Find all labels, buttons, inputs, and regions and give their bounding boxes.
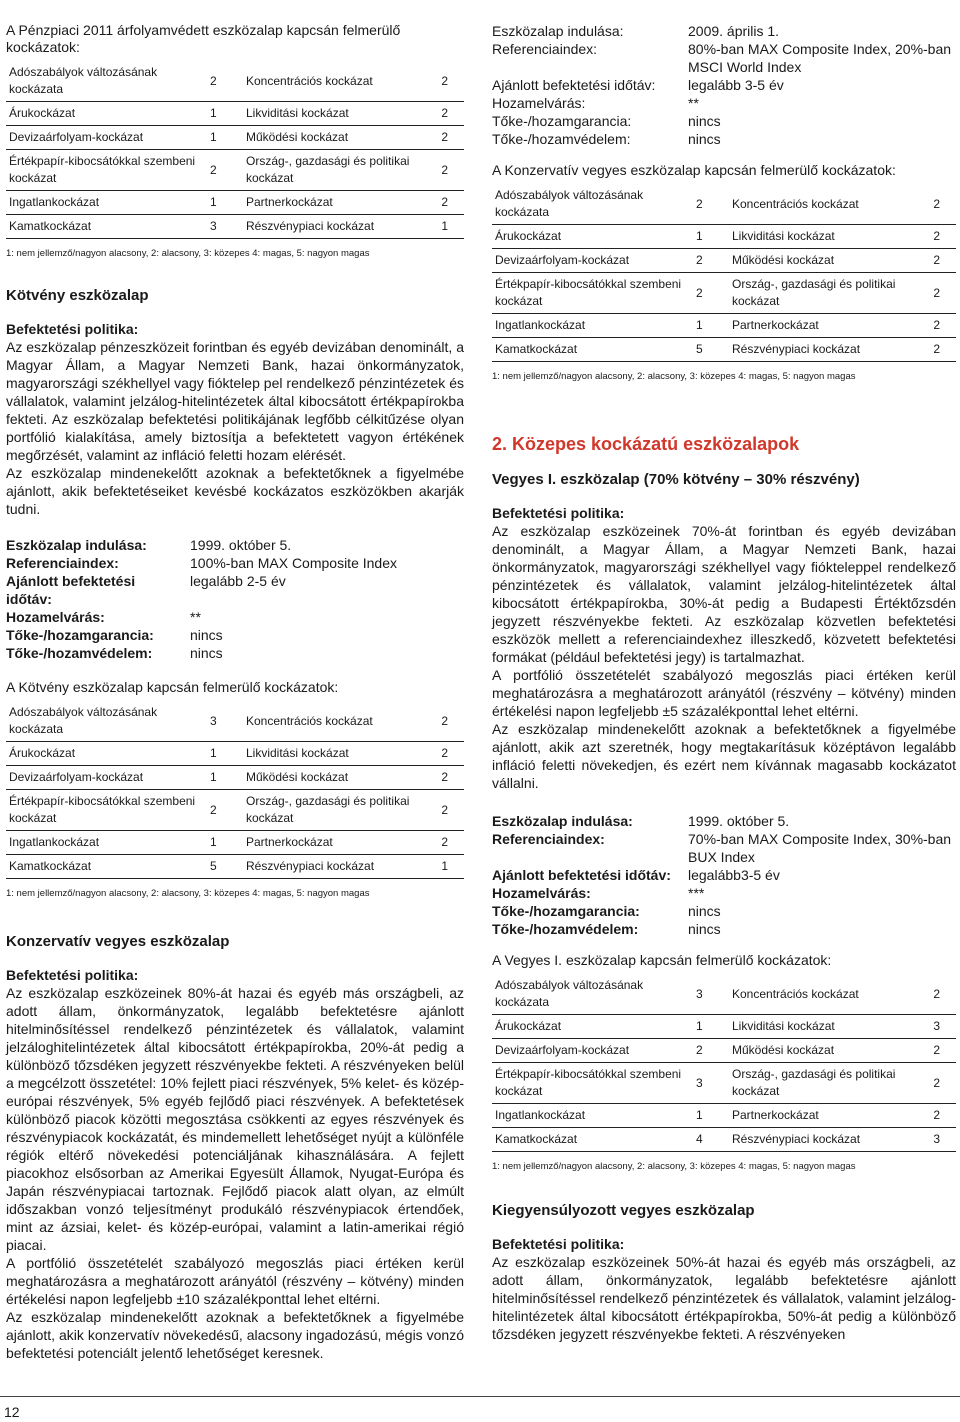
- info-row: [492, 76, 956, 94]
- risk-name: Partnerkockázat: [243, 831, 423, 855]
- left-column: [6, 22, 464, 1362]
- risk-name: Devizaárfolyam-kockázat: [492, 1039, 688, 1063]
- risk-value: 2: [423, 126, 464, 150]
- risk-value: 2: [423, 61, 464, 102]
- info-label: Tőke-/hozamgarancia:: [492, 113, 632, 129]
- info-label: Ajánlott befektetési időtáv:: [492, 867, 671, 883]
- info-value: nincs: [688, 131, 721, 147]
- risk-name: Értékpapír-kibocsátókkal szembeni kockázat: [492, 1063, 688, 1104]
- risk-name: Ingatlankockázat: [6, 831, 202, 855]
- info-row: [6, 608, 397, 626]
- bond-risk-intro: A Kötvény eszközalap kapcsán felmerülő kockázatok:: [6, 679, 339, 695]
- info-label: Eszközalap indulása:: [6, 537, 147, 553]
- info-value: 2009. április 1.: [688, 23, 780, 39]
- info-row: [6, 626, 397, 644]
- risk-table-row: [492, 1128, 956, 1152]
- risk-value: 2: [423, 831, 464, 855]
- risk-value: 3: [688, 974, 729, 1015]
- risk-name: Részvénypiaci kockázat: [243, 215, 423, 239]
- risk-table-row: [492, 184, 956, 225]
- page-number: 12: [4, 1404, 20, 1420]
- mixed-policy-text-2: A portfólió összetételét szabályozó megoszlás piaci értéken kerül meghatározásra a meghatározott arányától (részvény – kötvény) minden értékelési napon legfeljebb ±5 százalékponttal lehet eltérni.: [492, 667, 956, 719]
- risk-table-row: [492, 273, 956, 314]
- risk-table-row: [6, 766, 464, 790]
- pp2011-risk-intro: A Pénzpiaci 2011 árfolyamvédett eszközalap kapcsán felmerülő kockázatok:: [6, 22, 401, 55]
- risk-value: 2: [915, 225, 956, 249]
- risk-value: 2: [423, 701, 464, 742]
- risk-table-row: [492, 249, 956, 273]
- risk-value: 2: [915, 974, 956, 1015]
- info-value: 80%-ban MAX Composite Index, 20%-ban MSCI World Index: [688, 41, 952, 75]
- info-label: Tőke-/hozamvédelem:: [6, 645, 153, 661]
- risk-name: Részvénypiaci kockázat: [729, 338, 915, 362]
- risk-name: Likviditási kockázat: [729, 1015, 915, 1039]
- risk-name: Partnerkockázat: [729, 1104, 915, 1128]
- info-label: Eszközalap indulása:: [492, 23, 624, 39]
- balanced-policy-text-1: Az eszközalap eszközeinek 50%-át hazai és egyéb más országbeli, az adott állam, önkormányzatok, legalább befektetésre ajánlott hitelminősítéssel rendelkező pénzintézetek és vállalatok, valamint jelzálog-hitelintézetek által kibocsátott értékpapírokba, 50%-át pedig a különböző tőzsdéken jegyzett részvényekbe fekteti. A részvényeken: [492, 1254, 956, 1342]
- risk-name: Részvénypiaci kockázat: [243, 855, 423, 879]
- info-value: legalább3-5 év: [688, 867, 780, 883]
- risk-value: 2: [202, 61, 243, 102]
- risk-table-row: [492, 1015, 956, 1039]
- risk-name: Részvénypiaci kockázat: [729, 1128, 915, 1152]
- mixed-policy-text-3: Az eszközalap mindenekelőtt azoknak a befektetőknek a figyelmébe ajánlott, akik azt szeretnék, hogy megtakarításuk középtávon legalább infláció feletti növekedjen, és ezért nem kívánnak magasabb kockázatot vállalni.: [492, 721, 956, 791]
- bond-info-table: [6, 536, 397, 662]
- info-row: [492, 884, 956, 902]
- risk-table-row: [6, 855, 464, 879]
- info-row: [492, 40, 956, 76]
- risk-name: Kamatkockázat: [492, 338, 688, 362]
- info-label: Referenciaindex:: [6, 555, 119, 571]
- risk-name: Kamatkockázat: [6, 215, 202, 239]
- info-value: nincs: [190, 645, 223, 661]
- risk-value: 2: [202, 790, 243, 831]
- risk-table-row: [6, 102, 464, 126]
- risk-name: Devizaárfolyam-kockázat: [6, 766, 202, 790]
- risk-legend: 1: nem jellemző/nagyon alacsony, 2: alacsony, 3: közepes 4: magas, 5: nagyon magas: [6, 888, 370, 899]
- risk-name: Ingatlankockázat: [492, 314, 688, 338]
- risk-value: 2: [688, 1039, 729, 1063]
- bond-policy-text-2: Az eszközalap mindenekelőtt azoknak a befektetőknek a figyelmébe ajánlott, akik befektetéseiket kevésbé kockázatos eszközökben akarják tudni.: [6, 465, 464, 517]
- info-label: Referenciaindex:: [492, 41, 598, 57]
- risk-value: 2: [688, 273, 729, 314]
- risk-name: Értékpapír-kibocsátókkal szembeni kockázat: [6, 150, 202, 191]
- risk-value: 1: [688, 314, 729, 338]
- conservative-policy-text-3: Az eszközalap mindenekelőtt azoknak a befektetőknek a figyelmébe ajánlott, akik konzervatív növekedésű, alacsony ingadozású, mégis vonzó befektetési potenciált jelentő lehetőséget keresnek.: [6, 1309, 464, 1361]
- info-label: Referenciaindex:: [492, 831, 605, 847]
- risk-name: Likviditási kockázat: [729, 225, 915, 249]
- bond-policy-text-1: Az eszközalap pénzeszközeit forintban és egyéb devizában denominált, a Magyar Állam, a Magyar Nemzeti Bank, hazai önkormányzatok, magyarországi székhellyel vagy fióktelep pel rendelkező pénzintézetek és vállalatok, valamint jelzálog-hitelintézetek által kibocsátott értékpapírokba fekteti. Az eszközalap befektetési politikájának legfőbb célkitűzése olyan portfólió kialakítása, amely biztosítja a befektetett vagyon értékének megőrzését, valamint az infláció feletti hozam elérését.: [6, 339, 464, 463]
- risk-name: Ország-, gazdasági és politikai kockázat: [729, 273, 915, 314]
- info-label: Ajánlott befektetési időtáv:: [492, 77, 656, 93]
- risk-value: 3: [915, 1128, 956, 1152]
- risk-value: 2: [202, 150, 243, 191]
- risk-value: 2: [423, 766, 464, 790]
- section-medium-risk-title: 2. Közepes kockázatú eszközalapok: [492, 434, 800, 454]
- risk-table-row: [492, 338, 956, 362]
- risk-name: Likviditási kockázat: [243, 102, 423, 126]
- risk-table-row: [6, 191, 464, 215]
- info-row: [492, 920, 956, 938]
- risk-value: 2: [915, 338, 956, 362]
- info-row: [6, 554, 397, 572]
- info-label: Eszközalap indulása:: [492, 813, 633, 829]
- risk-name: Értékpapír-kibocsátókkal szembeni kockázat: [492, 273, 688, 314]
- risk-value: 2: [915, 1039, 956, 1063]
- risk-name: Működési kockázat: [243, 766, 423, 790]
- risk-name: Árukockázat: [6, 102, 202, 126]
- info-row: [492, 22, 956, 40]
- risk-name: Árukockázat: [492, 1015, 688, 1039]
- risk-name: Adószabályok változásának kockázata: [492, 184, 688, 225]
- risk-value: 4: [688, 1128, 729, 1152]
- risk-name: Árukockázat: [6, 742, 202, 766]
- info-label: Hozamelvárás:: [492, 885, 591, 901]
- risk-table-row: [6, 701, 464, 742]
- risk-name: Ország-, gazdasági és politikai kockázat: [243, 150, 423, 191]
- risk-name: Adószabályok változásának kockázata: [492, 974, 688, 1015]
- mixed-info-table: [492, 812, 956, 938]
- risk-table-row: [6, 742, 464, 766]
- risk-name: Koncentrációs kockázat: [729, 974, 915, 1015]
- bond-policy-title: Befektetési politika:: [6, 321, 139, 337]
- risk-name: Partnerkockázat: [243, 191, 423, 215]
- risk-name: Koncentrációs kockázat: [729, 184, 915, 225]
- risk-value: 1: [202, 742, 243, 766]
- risk-value: 2: [688, 184, 729, 225]
- risk-value: 2: [915, 249, 956, 273]
- conservative-policy-text-2: A portfólió összetételét szabályozó megoszlás piaci értéken kerül meghatározásra a meghatározott arányától (részvény – kötvény) minden értékelési napon legfeljebb ±10 százalékponttal lehet eltérni.: [6, 1255, 464, 1307]
- info-value: 1999. október 5.: [688, 813, 790, 829]
- risk-value: 2: [688, 249, 729, 273]
- risk-value: 2: [423, 191, 464, 215]
- right-column: [492, 22, 956, 1343]
- mixed-policy-title: Befektetési politika:: [492, 505, 625, 521]
- risk-table-row: [492, 974, 956, 1015]
- risk-table-row: [6, 215, 464, 239]
- risk-value: 1: [202, 766, 243, 790]
- info-value: 1999. október 5.: [190, 537, 292, 553]
- info-value: **: [688, 95, 699, 111]
- risk-value: 3: [202, 215, 243, 239]
- info-value: nincs: [190, 627, 223, 643]
- risk-value: 5: [688, 338, 729, 362]
- risk-value: 1: [688, 1015, 729, 1039]
- mixed-risk-table: [492, 974, 956, 1152]
- info-label: Tőke-/hozamgarancia:: [492, 903, 640, 919]
- risk-value: 2: [423, 150, 464, 191]
- conservative-policy-text-1: Az eszközalap eszközeinek 80%-át hazai és egyéb más országbeli, az adott állam, önkormányzatok, legalább befektetésre ajánlott hitelminősítéssel rendelkező pénzintézetek és vállalatok, valamint jelzáloghitelintézetek által kibocsátott értékpapírokba, 20%-át pedig a különböző tőzsdéken jegyzett részvényekbe fekteti. A részvényeken belül a megcélzott összetétel: 10% fejlett piaci részvények, 5% kelet- és közép-európai részvények, 5% egyéb fejlődő piaci részvények. A befektetések különböző piacok közötti megosztása csökkenti az egyes részvények és részvénypiacok kockázatát, és mindemellett lehetőséget nyújt a különféle régiók eltérő növekedési potenciáljának kihasználására. A fejlett piacokhoz elsősorban az Amerikai Egyesült Államok, Nyugat-Európa és Japán részvénypiacai tartoznak. Fejlődő piacok alatt olyan, az elmúlt időszakban vonzó teljesítményt produkáló részvénypiacok értendőek, mint az ázsiai, kelet- és közép-európai, valamint a latin-amerikai régió piacai.: [6, 985, 464, 1253]
- info-row: [492, 866, 956, 884]
- info-row: [492, 94, 956, 112]
- risk-name: Ingatlankockázat: [492, 1104, 688, 1128]
- risk-value: 2: [915, 184, 956, 225]
- risk-value: 1: [202, 831, 243, 855]
- risk-value: 1: [688, 1104, 729, 1128]
- risk-name: Devizaárfolyam-kockázat: [6, 126, 202, 150]
- info-row: [492, 902, 956, 920]
- info-row: [6, 572, 397, 608]
- risk-value: 3: [915, 1015, 956, 1039]
- risk-value: 3: [688, 1063, 729, 1104]
- info-label: Hozamelvárás:: [492, 95, 586, 111]
- balanced-fund-title: Kiegyensúlyozott vegyes eszközalap: [492, 1202, 755, 1219]
- info-value: nincs: [688, 921, 721, 937]
- pp2011-risk-table: [6, 61, 464, 239]
- bond-fund-title: Kötvény eszközalap: [6, 287, 149, 304]
- mixed-policy-text-1: Az eszközalap eszközeinek 70%-át forintban és egyéb devizában denominált, a Magyar Állam, a Magyar Nemzeti Bank, hazai önkormányzatok, magyarországi székhellyel vagy fiókteleppel rendelkező pénzintézetek és vállalatok, valamint jelzálog-hitelintézetek által kibocsátott értékpapírokba, 30%-át pedig a Budapesti Értéktőzsdén jegyzett részvényekbe fekteti. Az eszközalap közvetlen befektetési eszközök mellett a referenciaindexhez illeszkedő, közvetett befektetési formákat (például befektetési jegy) is tartalmazhat.: [492, 523, 956, 665]
- info-row: [492, 112, 956, 130]
- footer-rule: [0, 1396, 960, 1397]
- info-row: [492, 830, 956, 866]
- risk-legend: 1: nem jellemző/nagyon alacsony, 2: alacsony, 3: közepes 4: magas, 5: nagyon magas: [492, 1161, 856, 1172]
- risk-name: Működési kockázat: [729, 1039, 915, 1063]
- conservative-risk-intro: A Konzervatív vegyes eszközalap kapcsán felmerülő kockázatok:: [492, 162, 896, 178]
- info-value: ***: [688, 885, 705, 901]
- risk-table-row: [6, 150, 464, 191]
- info-label: Tőke-/hozamvédelem:: [492, 131, 631, 147]
- risk-legend: 1: nem jellemző/nagyon alacsony, 2: alacsony, 3: közepes 4: magas, 5: nagyon magas: [6, 248, 370, 259]
- info-value: nincs: [688, 903, 721, 919]
- risk-value: 1: [423, 855, 464, 879]
- risk-name: Adószabályok változásának kockázata: [6, 61, 202, 102]
- info-value: legalább 3-5 év: [688, 77, 784, 93]
- risk-value: 2: [915, 1063, 956, 1104]
- risk-name: Adószabályok változásának kockázata: [6, 701, 202, 742]
- risk-value: 1: [688, 225, 729, 249]
- risk-name: Kamatkockázat: [6, 855, 202, 879]
- info-value: legalább 2-5 év: [190, 573, 286, 589]
- risk-table-row: [492, 1104, 956, 1128]
- info-label: Tőke-/hozamgarancia:: [6, 627, 154, 643]
- risk-table-row: [492, 314, 956, 338]
- risk-value: 2: [915, 314, 956, 338]
- bond-risk-table: [6, 701, 464, 879]
- risk-name: Koncentrációs kockázat: [243, 61, 423, 102]
- risk-name: Ország-, gazdasági és politikai kockázat: [729, 1063, 915, 1104]
- conservative-fund-title: Konzervatív vegyes eszközalap: [6, 933, 230, 950]
- info-value: 70%-ban MAX Composite Index, 30%-ban BUX Index: [688, 831, 952, 865]
- risk-table-row: [6, 126, 464, 150]
- conservative-info-table: [492, 22, 956, 148]
- risk-value: 2: [423, 790, 464, 831]
- risk-name: Ingatlankockázat: [6, 191, 202, 215]
- risk-table-row: [6, 831, 464, 855]
- risk-table-row: [492, 1063, 956, 1104]
- risk-value: 2: [423, 742, 464, 766]
- risk-name: Koncentrációs kockázat: [243, 701, 423, 742]
- conservative-risk-table: [492, 184, 956, 362]
- risk-table-row: [6, 790, 464, 831]
- conservative-policy-title: Befektetési politika:: [6, 967, 139, 983]
- risk-name: Értékpapír-kibocsátókkal szembeni kockázat: [6, 790, 202, 831]
- mixed-fund-title: Vegyes I. eszközalap (70% kötvény – 30% részvény): [492, 471, 860, 488]
- risk-name: Likviditási kockázat: [243, 742, 423, 766]
- risk-value: 3: [202, 701, 243, 742]
- info-label: Tőke-/hozamvédelem:: [492, 921, 639, 937]
- balanced-policy-title: Befektetési politika:: [492, 1236, 625, 1252]
- risk-name: Működési kockázat: [729, 249, 915, 273]
- risk-value: 5: [202, 855, 243, 879]
- risk-value: 1: [202, 191, 243, 215]
- risk-name: Kamatkockázat: [492, 1128, 688, 1152]
- risk-name: Ország-, gazdasági és politikai kockázat: [243, 790, 423, 831]
- info-value: nincs: [688, 113, 721, 129]
- risk-name: Árukockázat: [492, 225, 688, 249]
- info-value: 100%-ban MAX Composite Index: [190, 555, 397, 571]
- risk-table-row: [492, 225, 956, 249]
- risk-name: Devizaárfolyam-kockázat: [492, 249, 688, 273]
- risk-value: 2: [915, 273, 956, 314]
- info-value: **: [190, 609, 201, 625]
- risk-name: Működési kockázat: [243, 126, 423, 150]
- risk-value: 2: [423, 102, 464, 126]
- info-row: [6, 536, 397, 554]
- risk-name: Partnerkockázat: [729, 314, 915, 338]
- risk-value: 1: [202, 102, 243, 126]
- risk-table-row: [492, 1039, 956, 1063]
- risk-table-row: [6, 61, 464, 102]
- mixed-risk-intro: A Vegyes I. eszközalap kapcsán felmerülő kockázatok:: [492, 952, 832, 968]
- info-label: Hozamelvárás:: [6, 609, 105, 625]
- info-row: [492, 812, 956, 830]
- info-row: [6, 644, 397, 662]
- info-row: [492, 130, 956, 148]
- risk-legend: 1: nem jellemző/nagyon alacsony, 2: alacsony, 3: közepes 4: magas, 5: nagyon magas: [492, 371, 856, 382]
- risk-value: 1: [423, 215, 464, 239]
- risk-value: 1: [202, 126, 243, 150]
- risk-value: 2: [915, 1104, 956, 1128]
- info-label: Ajánlott befektetési időtáv:: [6, 573, 136, 607]
